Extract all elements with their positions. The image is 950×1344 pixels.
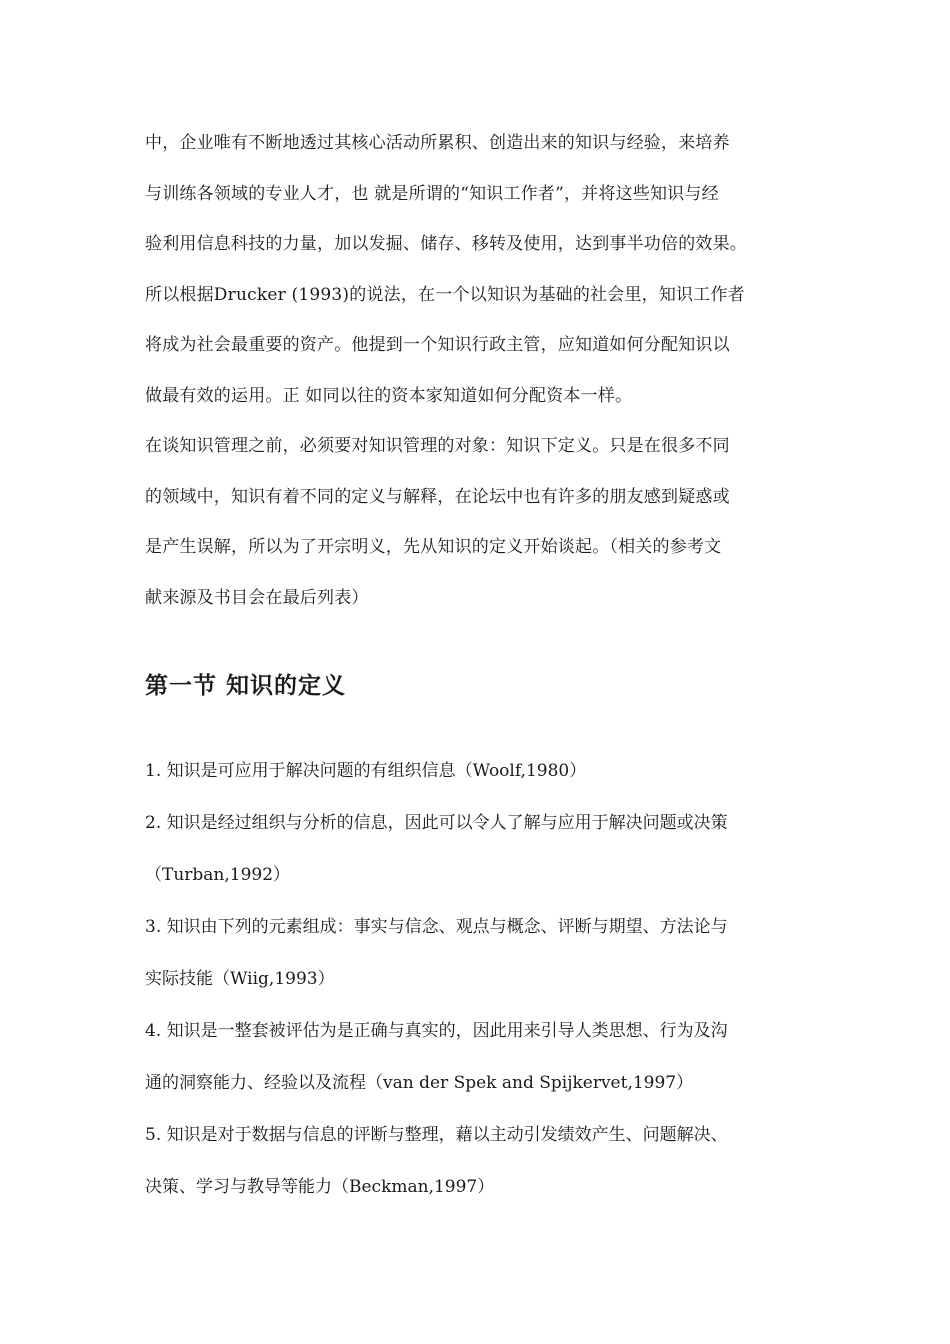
definition-list bbox=[145, 745, 810, 1213]
paragraph-line: 献来源及书目会在最后列表） bbox=[145, 587, 369, 608]
definition-item-4 bbox=[145, 1005, 810, 1109]
definition-line: 4. 知识是一整套被评估为是正确与真实的，因此用来引导人类思想、行为及沟 bbox=[145, 1021, 728, 1041]
paragraph-line: 在谈知识管理之前，必须要对知识管理的对象：知识下定义。只是在很多不同 bbox=[145, 436, 730, 456]
definition-line: 通的洞察能力、经验以及流程（van der Spek and Spijkervet,1997） bbox=[145, 1073, 694, 1093]
definition-item-3 bbox=[145, 901, 810, 1005]
knowledge-definition-intro-paragraph bbox=[145, 421, 810, 623]
paragraph-line: 将成为社会最重要的资产。他提到一个知识行政主管，应知道如何分配知识以 bbox=[145, 335, 730, 355]
definition-line: 决策、学习与教导等能力（Beckman,1997） bbox=[145, 1177, 495, 1197]
paragraph-line: 是产生误解，所以为了开宗明义，先从知识的定义开始谈起。（相关的参考文 bbox=[145, 537, 722, 557]
definition-line: 1. 知识是可应用于解决问题的有组织信息（Woolf,1980） bbox=[145, 761, 587, 781]
paragraph-line: 验利用信息科技的力量，加以发掘、储存、移转及使用，达到事半功倍的效果。 bbox=[145, 234, 747, 254]
definition-line: （Turban,1992） bbox=[145, 865, 291, 885]
section-heading: 第一节 知识的定义 bbox=[145, 673, 347, 699]
paragraph-line: 做最有效的运用。正 如同以往的资本家知道如何分配资本一样。 bbox=[145, 385, 633, 406]
paragraph-line: 中，企业唯有不断地透过其核心活动所累积、创造出来的知识与经验，来培养 bbox=[145, 133, 730, 153]
definition-item-5 bbox=[145, 1109, 810, 1213]
definition-item-1 bbox=[145, 745, 810, 797]
paragraph-line: 所以根据Drucker (1993)的说法，在一个以知识为基础的社会里，知识工作者 bbox=[145, 284, 745, 305]
paragraph-line: 与训练各领域的专业人才，也 就是所谓的“知识工作者”，并将这些知识与经 bbox=[145, 183, 719, 204]
document-page bbox=[145, 118, 810, 1213]
definition-line: 3. 知识由下列的元素组成：事实与信念、观点与概念、评断与期望、方法论与 bbox=[145, 917, 728, 937]
intro-paragraph bbox=[145, 118, 810, 421]
paragraph-line: 的领域中，知识有着不同的定义与解释，在论坛中也有许多的朋友感到疑惑或 bbox=[145, 486, 730, 507]
definition-line: 2. 知识是经过组织与分析的信息，因此可以令人了解与应用于解决问题或决策 bbox=[145, 813, 728, 833]
definition-item-2 bbox=[145, 797, 810, 901]
definition-line: 实际技能（Wiig,1993） bbox=[145, 969, 335, 989]
definition-line: 5. 知识是对于数据与信息的评断与整理，藉以主动引发绩效产生、问题解决、 bbox=[145, 1125, 728, 1145]
